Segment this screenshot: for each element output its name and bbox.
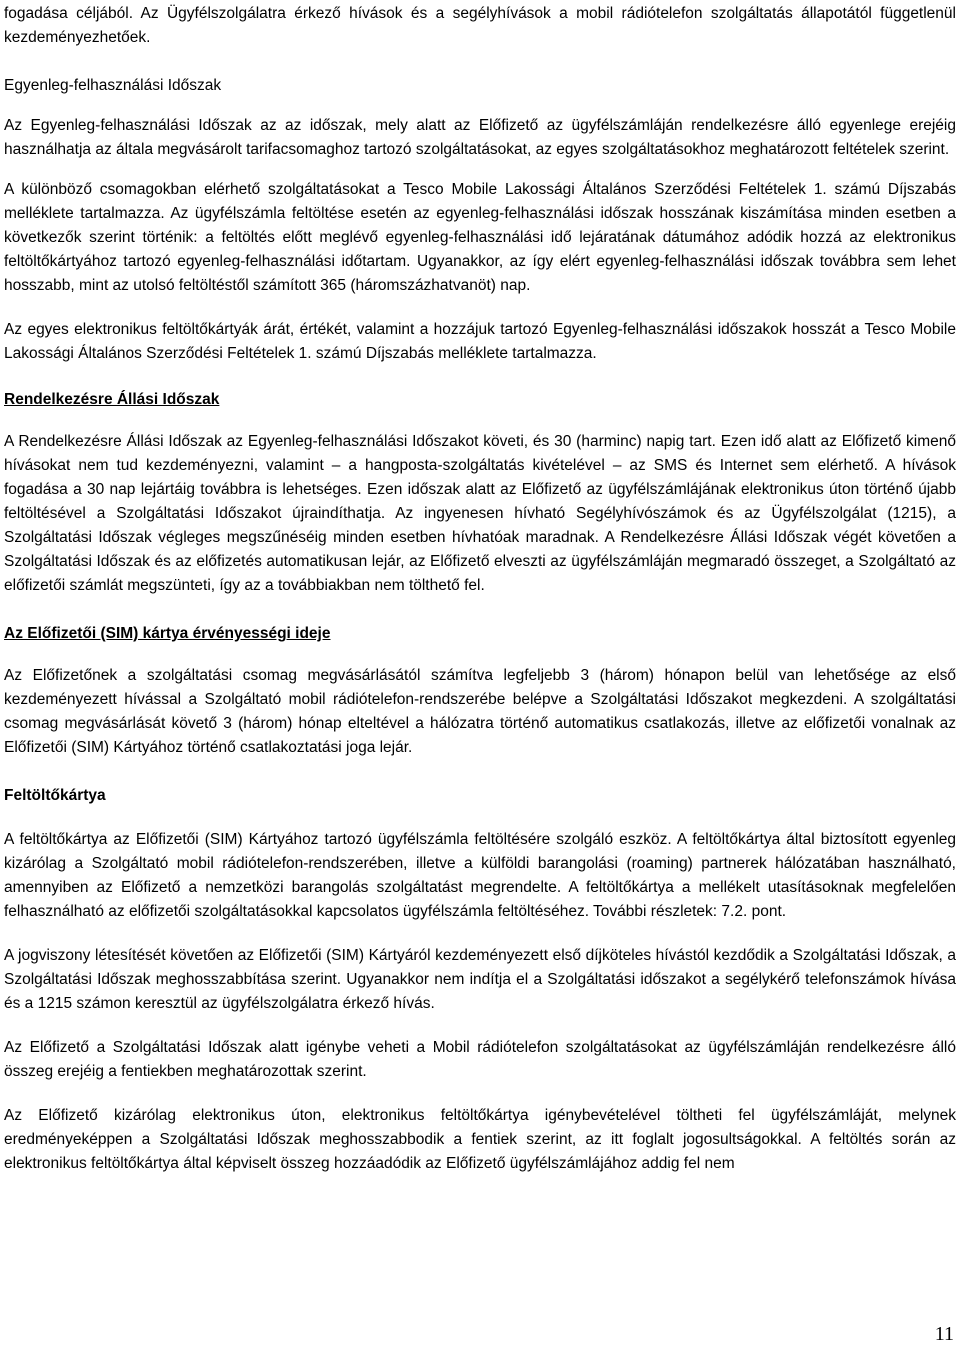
egyenleg-paragraph-2: A különböző csomagokban elérhető szolgáltatásokat a Tesco Mobile Lakossági Általános Szerződési Feltételek 1. számú Díjszabás melléklete tartalmazza. Az ügyfélszámla feltöltése esetén az egyenleg-felhasználási időszak hosszának kiszámítása minden esetben a következők szerint történik: a feltöltés előtt meglévő egyenleg-felhasználási idő lejáratának dátumához adódik hozzá az elektronikus feltöltőkártyához tartozó egyenleg-felhasználási időtartam. Ugyanakkor, az így elért egyenleg-felhasználási időszak továbbra sem lehet hosszabb, mint az utolsó feltöltéstől számított 365 (háromszázhatvanöt) nap. — [4, 181, 956, 294]
rendelkezesre-paragraph-1: A Rendelkezésre Állási Időszak az Egyenleg-felhasználási Időszakot követi, és 30 (harminc) napig tart. Ezen idő alatt az Előfizető kimenő hívásokat nem tud kezdeményezni, valamint – a hangposta-szolgáltatás kivételével – az SMS és Internet sem elérhető. A hívások fogadása a 30 nap lejártáig továbbra is lehetséges. Ezen időszak alatt az Előfizető az ügyfélszámlájának elektronikus úton történő újabb feltöltésével a Szolgáltatási Időszakot újraindíthatja. Az ingyenesen hívható Segélyhívószámok és az Ügyfélszolgálat (1215), a Szolgáltatási Időszak végleges megszűnéséig minden esetben hívhatóak maradnak. A Rendelkezésre Állási Időszak végét követően a Szolgáltatási Időszak és az előfizetés automatikusan lejár, az Előfizető elveszti az ügyfélszámláján megmaradó összeget, a Szolgáltató az előfizetői számlát megszünteti, így az a továbbiakban nem tölthető fel. — [4, 433, 956, 594]
page-number: 11 — [934, 1323, 954, 1345]
feltoltokartya-paragraph-3: Az Előfizető a Szolgáltatási Időszak alatt igénybe veheti a Mobil rádiótelefon szolgáltatásokat az ügyfélszámláján rendelkezésre álló összeg erejéig a fentiekben meghatározottak szerint. — [4, 1039, 956, 1080]
feltoltokartya-paragraph-2: A jogviszony létesítését követően az Előfizetői (SIM) Kártyáról kezdeményezett első díjköteles hívástól kezdődik a Szolgáltatási Időszak, a Szolgáltatási Időszak meghosszabbítása szerint. Ugyanakkor nem indítja el a Szolgáltatási időszakot a segélykérő telefonszámok hívása és a 1215 számon keresztül az ügyfélszolgálatra érkező hívás. — [4, 947, 956, 1012]
sim-paragraph-1: Az Előfizetőnek a szolgáltatási csomag megvásárlásától számítva legfeljebb 3 (három) hónapon belül van lehetősége az első kezdeményezett hívással a Szolgáltató mobil rádiótelefon-rendszerébe belépve a Szolgáltatási Időszakot megkezdeni. A szolgáltatási csomag megvásárlását követő 3 (három) hónap elteltével a hálózatra történő automatikus csatlakozás, illetve az előfizetői vonalnak az Előfizetői (SIM) Kártyához történő csatlakoztatási joga lejár. — [4, 667, 956, 756]
intro-paragraph: fogadása céljából. Az Ügyfélszolgálatra érkező hívások és a segélyhívások a mobil rádiótelefon szolgáltatás állapotától függetlenül kezdeményezhetőek. — [4, 5, 956, 46]
section-heading-sim: Az Előfizetői (SIM) kártya érvényességi ideje — [4, 625, 331, 642]
document-page — [4, 0, 956, 1176]
section-heading-egyenleg: Egyenleg-felhasználási Időszak — [4, 77, 222, 94]
feltoltokartya-paragraph-1: A feltöltőkártya az Előfizetői (SIM) Kártyához tartozó ügyfélszámla feltöltésére szolgáló eszköz. A feltöltőkártya által biztosított egyenleg kizárólag a Szolgáltató mobil rádiótelefon-rendszerében, illetve a külföldi barangolási (roaming) partnerek hálózatában használható, amennyiben az Előfizető a nemzetközi barangolás szolgáltatást megrendelte. A feltöltőkártya a mellékelt utasításoknak megfelelően felhasználható az előfizetői szolgáltatásokkal kapcsolatos ügyfélszámla feltöltéséhez. További részletek: 7.2. pont. — [4, 831, 956, 920]
egyenleg-paragraph-1: Az Egyenleg-felhasználási Időszak az az időszak, mely alatt az Előfizető az ügyfélszámláján rendelkezésre álló egyenlege erejéig használhatja az általa megvásárolt tarifacsomaghoz tartozó szolgáltatásokat, az egyes szolgáltatásokhoz meghatározott feltételek szerint. — [4, 117, 956, 158]
feltoltokartya-paragraph-4: Az Előfizető kizárólag elektronikus úton, elektronikus feltöltőkártya igénybevételével töltheti fel ügyfélszámláját, melynek eredményeképpen a Szolgáltatási Időszak meghosszabbodik a fentiek szerint, az itt foglalt jogosultságokkal. A feltöltés során az elektronikus feltöltőkártya által képviselt összeg hozzáadódik az Előfizető ügyfélszámlájához addig fel nem — [4, 1107, 956, 1172]
section-heading-rendelkezesre: Rendelkezésre Állási Időszak — [4, 391, 220, 408]
section-heading-feltoltokartya: Feltöltőkártya — [4, 787, 106, 804]
egyenleg-paragraph-3: Az egyes elektronikus feltöltőkártyák árát, értékét, valamint a hozzájuk tartozó Egyenleg-felhasználási időszakok hosszát a Tesco Mobile Lakossági Általános Szerződési Feltételek 1. számú Díjszabás melléklete tartalmazza. — [4, 321, 956, 362]
